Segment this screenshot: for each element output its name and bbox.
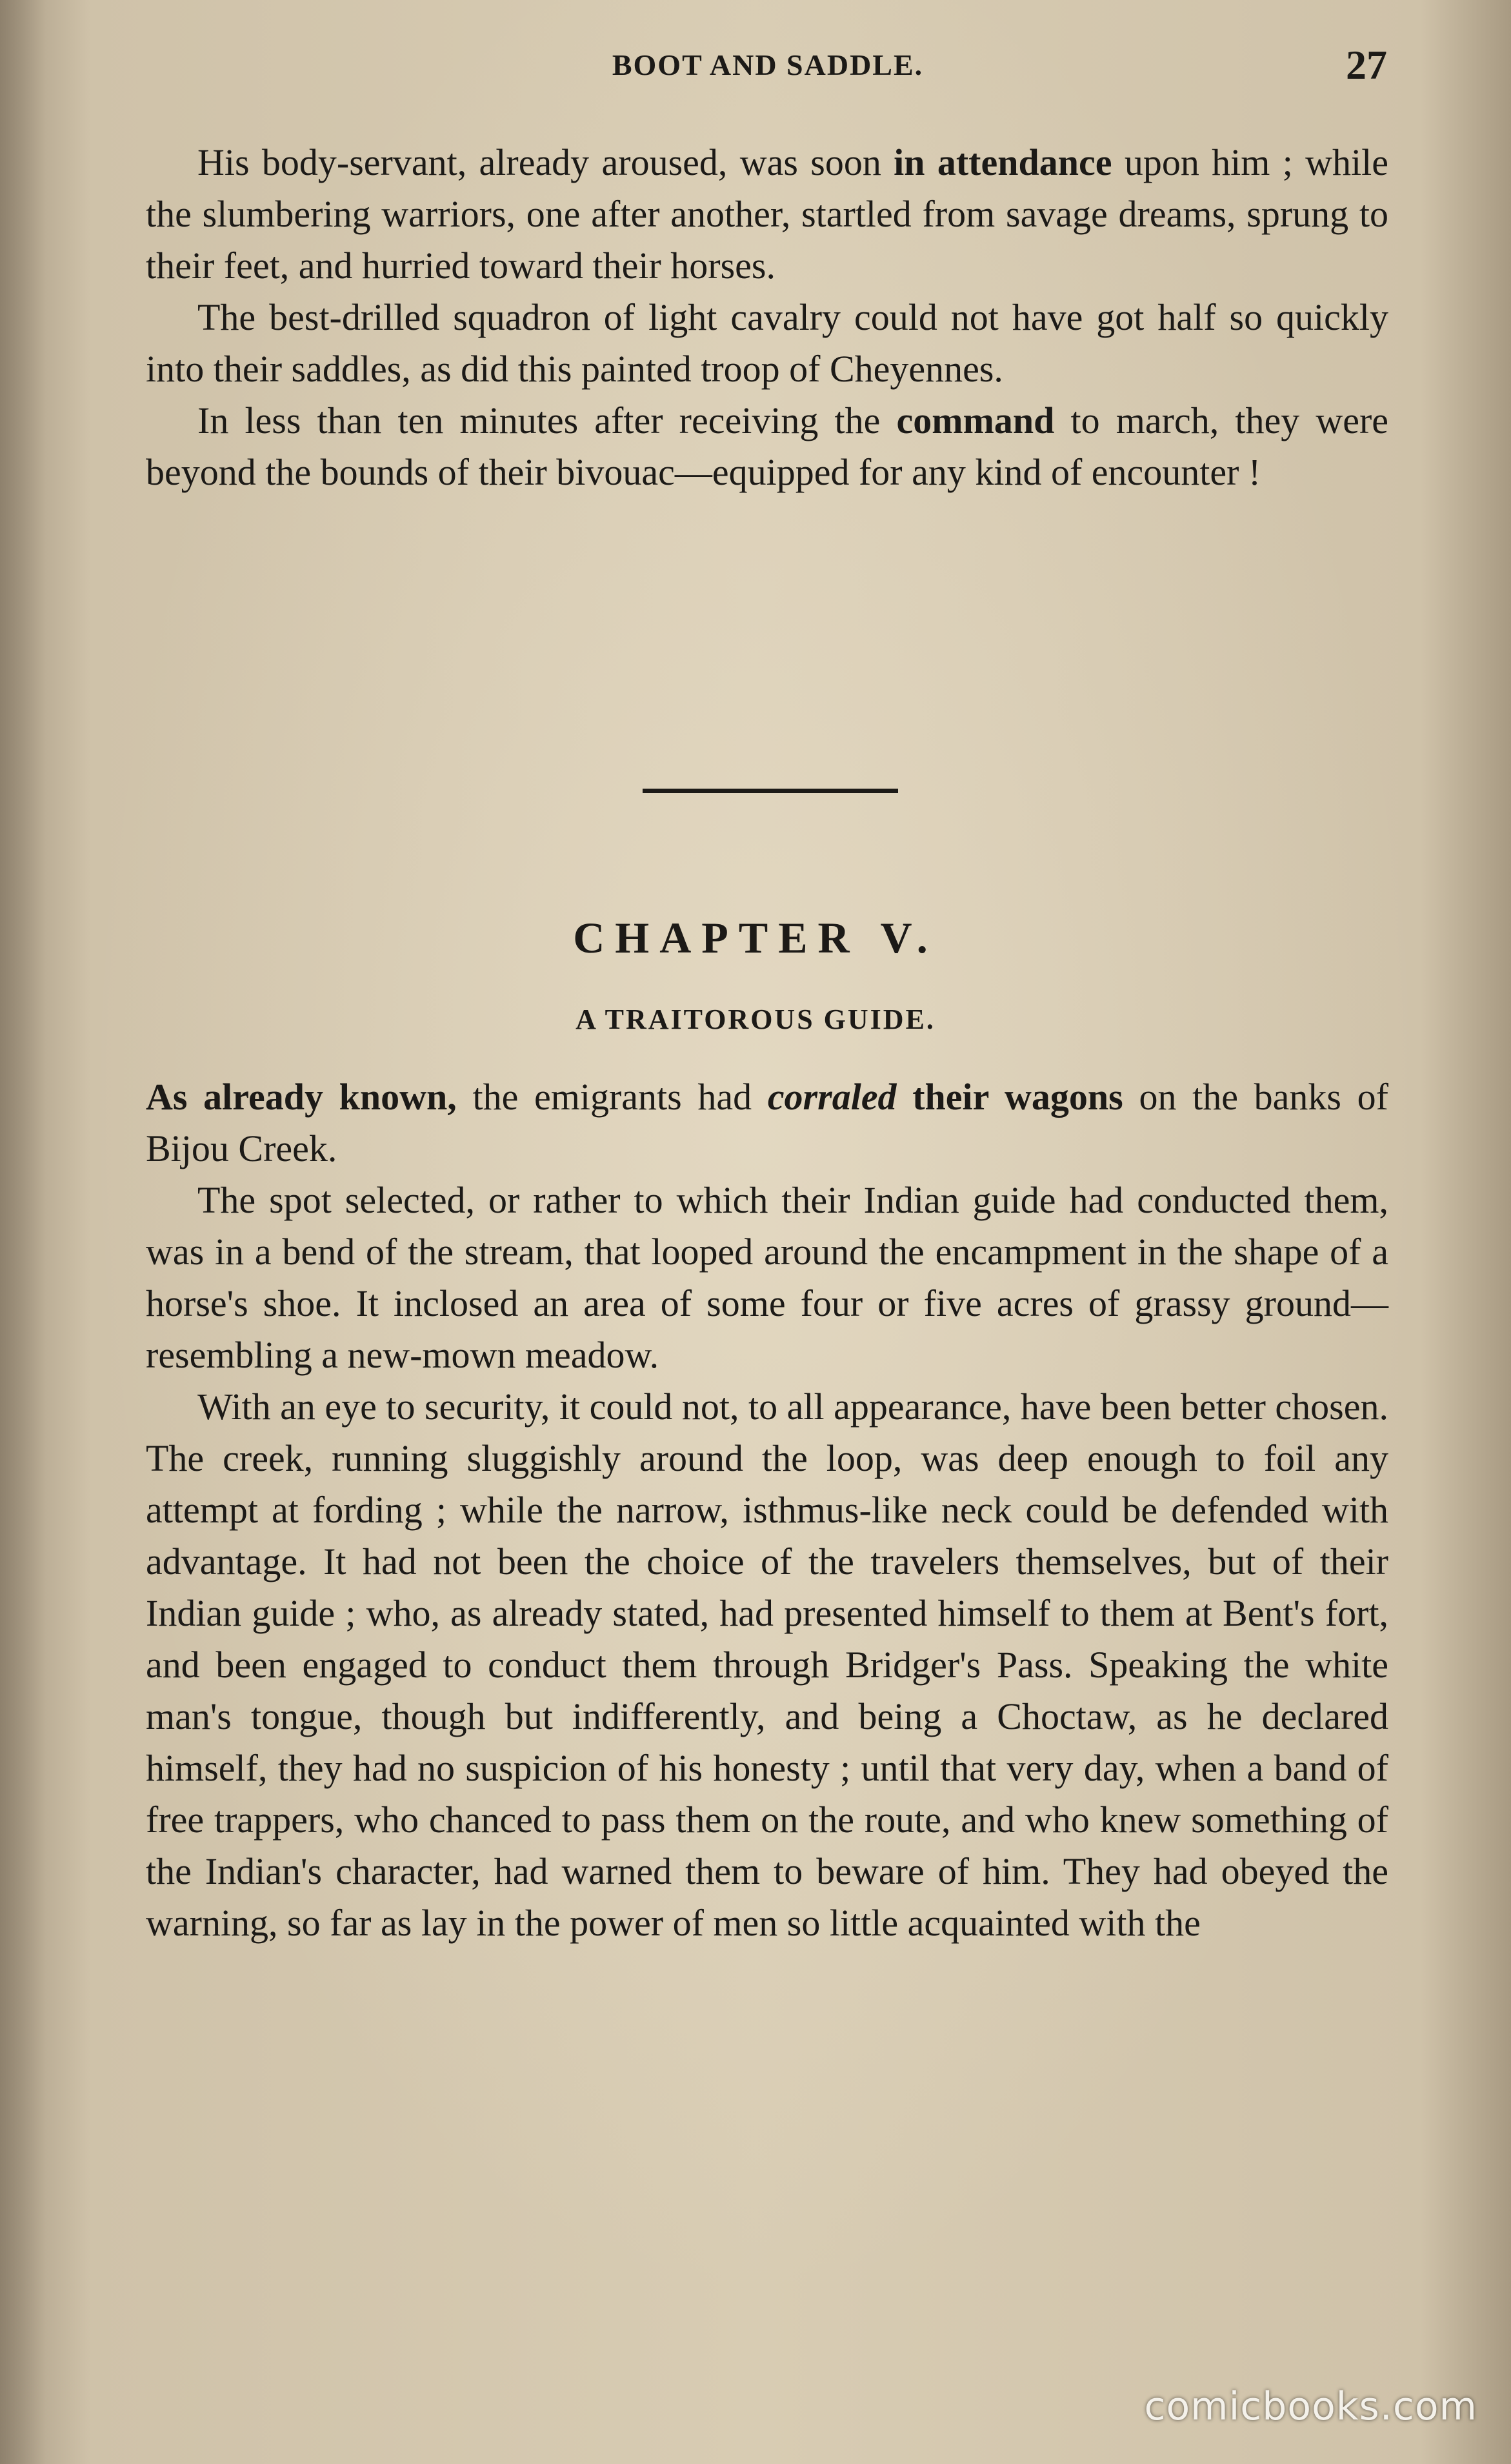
paragraph-opening-words: As already known, — [146, 1076, 457, 1118]
paragraph-text: In less than ten minutes after receiving the — [197, 399, 897, 441]
section-divider — [643, 789, 898, 793]
paragraph: With an eye to security, it could not, to all appearance, have been better chosen. The creek, running sluggishly around the loop, was deep enough to foil any attempt at fording ; while the narrow, isthmus-like neck could be defended with advantage. It had not been the choice of the travelers themselves, but of their Indian guide ; who, as already stated, had presented himself to them at Bent's fort, and been engaged to conduct them through Bridger's Pass. Speaking the white man's tongue, though but indifferently, and being a Choctaw, as he declared himself, they had no suspicion of his honesty ; until that very day, when a band of free trappers, who chanced to pass them on the route, and who knew something of the Indian's character, had warned them to beware of him. They had obeyed the warning, so far as lay in the power of men so little acquainted with the — [146, 1386, 1388, 1944]
paragraph-bold-text: their wagons — [896, 1076, 1123, 1118]
paragraph-bold-text: command — [896, 399, 1055, 441]
page-edge-shadow — [0, 0, 45, 2464]
paragraph-bold-text: in attendance — [894, 141, 1112, 183]
chapter-text-section — [146, 1071, 1388, 1949]
watermark: comicbooks.com — [1144, 2384, 1477, 2429]
paragraph — [146, 1071, 1388, 1175]
paragraph-text: to march, they were beyond the bounds of their bivouac—equipped for any kind of encounter ! — [146, 399, 1389, 493]
paragraph-text: His body-servant, already aroused, was soon — [197, 141, 894, 183]
paragraph-text: upon him ; while the slumbering warriors, one after another, startled from savage dreams, sprung to their feet, and hurried toward their horses. — [146, 141, 1388, 287]
chapter-subtitle: A TRAITOROUS GUIDE. — [575, 1004, 936, 1035]
paragraph — [146, 395, 1388, 498]
paragraph-text: on the banks of Bijou Creek. — [146, 1076, 1388, 1169]
page-header — [0, 42, 1511, 110]
running-title: BOOT AND SADDLE. — [612, 48, 924, 81]
paragraph-italic-word: corraled — [767, 1076, 897, 1118]
page-number: 27 — [1346, 42, 1387, 88]
top-text-section — [146, 137, 1388, 498]
paragraph: The best-drilled squadron of light cavalry could not have got half so quickly into their saddles, as did this painted troop of Cheyennes. — [146, 296, 1388, 390]
paragraph — [146, 137, 1388, 292]
paragraph-text: the emigrants had — [456, 1076, 768, 1118]
chapter-heading: CHAPTER V. — [573, 913, 938, 962]
paragraph: The spot selected, or rather to which their Indian guide had conducted them, was in a bend of the stream, that looped around the encampment in the shape of a horse's shoe. It inclosed an area of some four or five acres of grassy ground—resembling a new-mown meadow. — [146, 1179, 1388, 1376]
